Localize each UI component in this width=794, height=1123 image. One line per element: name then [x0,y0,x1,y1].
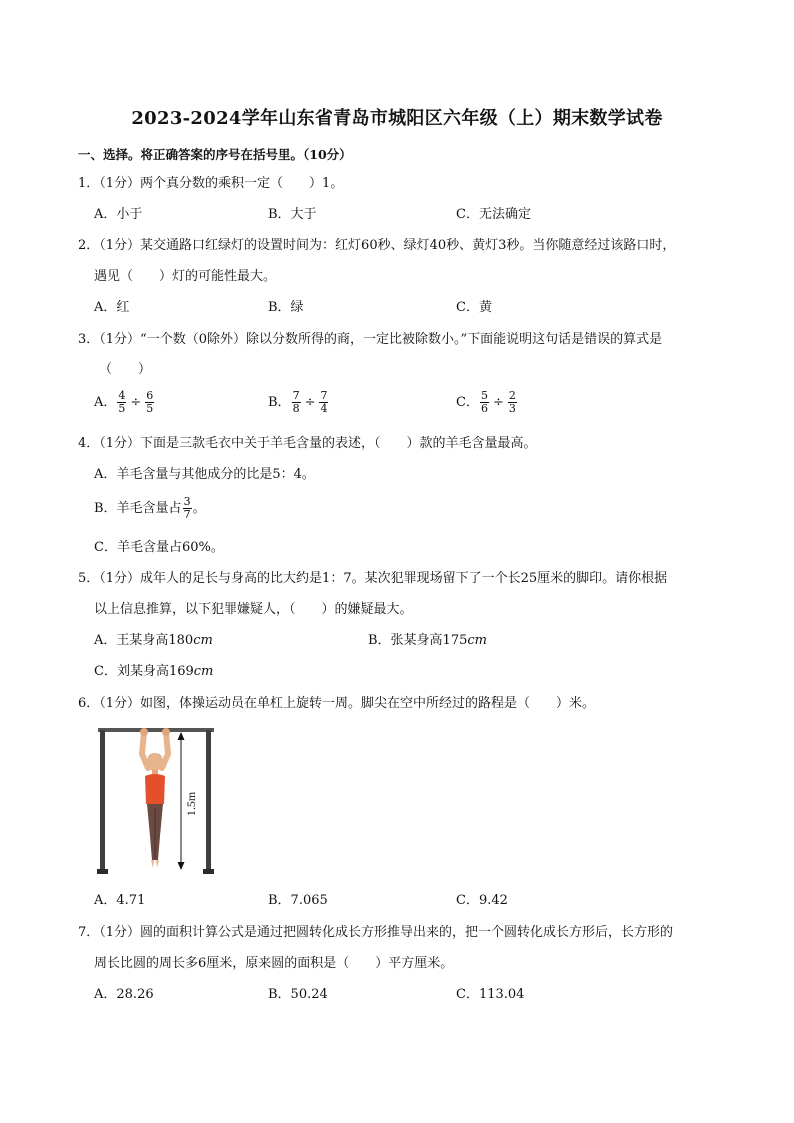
q4-option-c: C．羊毛含量占60%。 [94,540,224,555]
fraction-denominator: 6 [480,402,488,415]
fraction-numerator: 5 [480,389,488,402]
horizontal-bar [98,728,214,732]
fraction [508,390,517,415]
q1-option-b: B．大于 [268,207,317,222]
question-5-line-1: 5．（1分）成年人的足长与身高的比大约是1：7。某次犯罪现场留下了一个长25厘米的脚印。请你根据 [78,571,668,586]
fraction [183,496,192,521]
fraction-denominator: 5 [146,402,154,415]
arrow-down-icon [178,862,185,870]
fraction-numerator: 7 [292,389,300,402]
divide-sign: ÷ [130,395,142,410]
q3-option-b-label: B． [268,395,291,410]
q5-option-a-text: A．王某身高180 [94,633,194,648]
question-1: 1．（1分）两个真分数的乘积一定（ ）1。 [78,176,344,191]
q7-option-b: B．50.24 [268,987,328,1002]
fraction-numerator: 2 [508,389,516,402]
left-hand [140,728,148,736]
q1-option-c: C．无法确定 [456,207,531,222]
left-post-base [97,869,108,874]
section-heading: 一、选择。将正确答案的序号在括号里。（10分） [78,147,352,162]
q1-option-a: A．小于 [94,207,143,222]
question-3-line-2: （ ） [99,362,152,377]
tank-top [145,774,165,804]
q5-option-c [94,664,213,680]
fraction-numerator: 6 [146,389,154,402]
q6-option-b: B．7.065 [268,893,328,908]
right-post [206,730,211,872]
q3-option-a [94,390,155,415]
q4-option-a: A．羊毛含量与其他成分的比是5：4。 [94,467,315,482]
q7-option-a: A．28.26 [94,987,154,1002]
fraction-denominator: 8 [292,402,300,415]
fraction [145,390,154,415]
q5-option-b [368,633,487,649]
right-post-base [203,869,214,874]
question-6: 6．（1分）如图，体操运动员在单杠上旋转一周。脚尖在空中所经过的路程是（ ）米。 [78,696,596,711]
right-hand [162,728,170,736]
q3-option-c [456,390,518,415]
question-7-line-1: 7．（1分）圆的面积计算公式是通过把圆转化成长方形推导出来的，把一个圆转化成长方形后，长方形的 [78,925,674,940]
unit-cm: cm [467,633,487,648]
fraction [292,390,301,415]
fraction-numerator: 3 [183,495,191,508]
fraction [480,390,489,415]
q2-option-c: C．黄 [456,300,492,315]
left-post [100,730,105,872]
fraction-denominator: 7 [183,508,191,521]
unit-cm: cm [193,633,213,648]
right-foot [156,860,159,868]
q3-option-b [268,390,329,415]
q6-option-a: A．4.71 [94,893,146,908]
q4-option-b-text: B．羊毛含量占 [94,501,182,516]
question-2-line-1: 2．（1分）某交通路口红绿灯的设置时间为：红灯60秒、绿灯40秒、黄灯3秒。当你随意经过该路口时， [78,238,676,253]
fraction-denominator: 3 [508,402,516,415]
arrow-up-icon [178,732,185,740]
fraction-denominator: 5 [118,402,126,415]
gymnast-illustration [92,724,222,876]
q6-option-c: C．9.42 [456,893,508,908]
question-7-line-2: 周长比圆的周长多6厘米，原来圆的面积是（ ）平方厘米。 [94,956,454,971]
q5-option-b-text: B．张某身高175 [368,633,468,648]
question-4: 4．（1分）下面是三款毛衣中关于羊毛含量的表述，（ ）款的羊毛含量最高。 [78,436,537,451]
q5-option-a [94,633,213,649]
q3-option-a-label: A． [94,395,117,410]
divide-sign: ÷ [304,395,316,410]
q7-option-c: C．113.04 [456,987,525,1002]
divide-sign: ÷ [492,395,504,410]
fraction [319,390,328,415]
page-title: 2023-2024学年山东省青岛市城阳区六年级（上）期末数学试卷 [131,108,663,129]
fraction-numerator: 7 [320,389,328,402]
unit-cm: cm [193,664,214,679]
gymnast-figure [92,724,222,876]
head [147,753,163,771]
q4-option-b [94,496,206,521]
question-3-line-1: 3．（1分）“一个数（0除外）除以分数所得的商，一定比被除数小。”下面能说明这句话是错误的算式是 [78,332,663,347]
question-2-line-2: 遇见（ ）灯的可能性最大。 [94,269,277,284]
fraction [117,390,126,415]
height-label: 1.5m [184,791,198,817]
question-5-line-2: 以上信息推算，以下犯罪嫌疑人，（ ）的嫌疑最大。 [94,602,413,617]
q3-option-c-label: C． [456,395,479,410]
q5-option-c-text: C．刘某身高169 [94,664,194,679]
q2-option-b: B．绿 [268,300,304,315]
fraction-numerator: 4 [118,389,126,402]
fraction-denominator: 4 [320,402,328,415]
left-foot [151,860,154,868]
q4-option-b-end: 。 [192,501,206,516]
q2-option-a: A．红 [94,300,130,315]
